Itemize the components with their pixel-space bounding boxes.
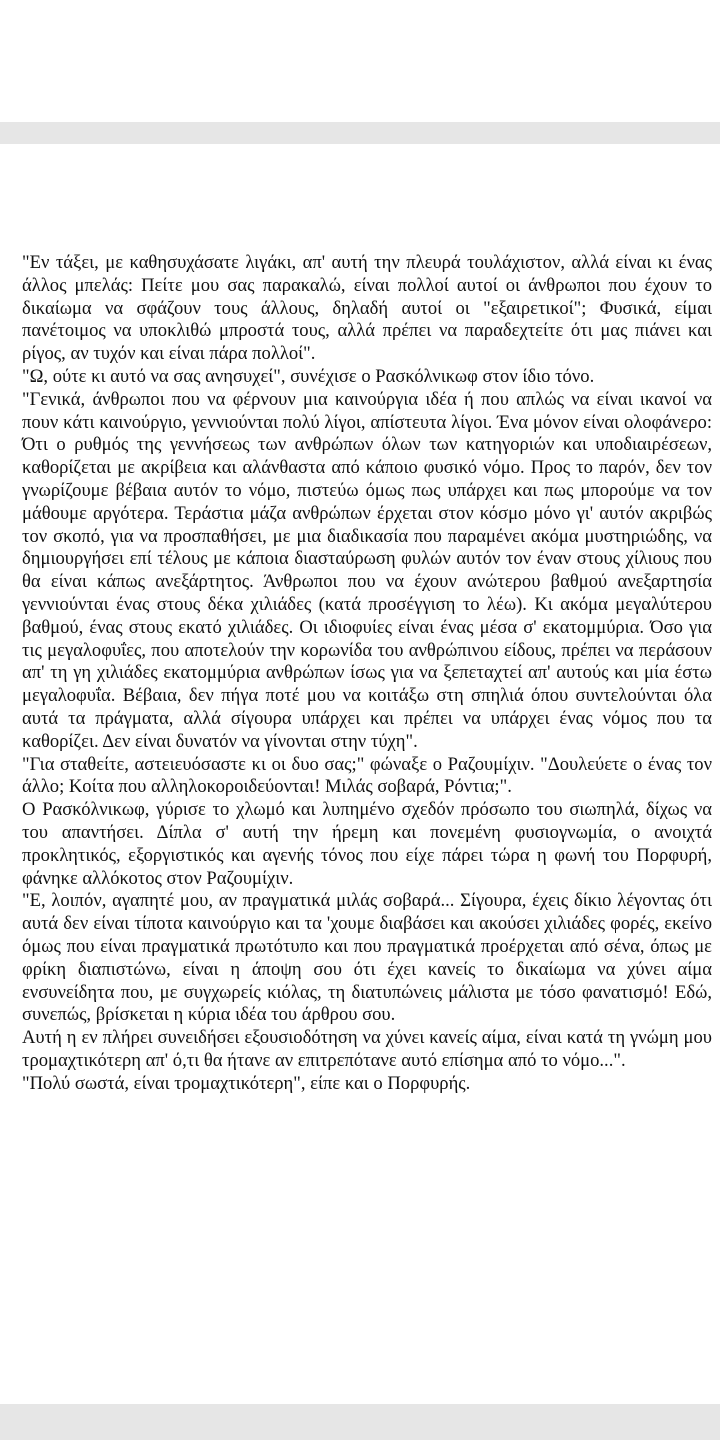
paragraph-3: "Γενικά, άνθρωποι που να φέρνουν μια καινούργια ιδέα ή που απλώς να είναι ικανοί να πουν κάτι καινούργιο, γεννιούνται πολύ λίγοι, απίστευτα λίγοι. Ένα μόνον είναι ολοφάνερο: Ότι ο ρυθμός της γεννήσεως των ανθρώπων όλων των κατηγοριών και υποδιαιρέσεων, καθορίζεται με ακρίβεια και αλάνθαστα από κάποιο φυσικό νόμο. Προς το παρόν, δεν τον γνωρίζουμε βέβαια αυτόν το νόμο, πιστεύω όμως πως υπάρχει και πως μπορούμε να τον μάθουμε αργότερα. Τεράστια μάζα ανθρώπων έρχεται στον κόσμο μόνο γι' αυτόν ακριβώς τον σκοπό, για να προσπαθήσει, με μια διαδικασία που παραμένει ακόμα μυστηριώδης, να δημιουργήσει επί τέλους με κάποια διασταύρωση φυλών αυτόν τον έναν στους χίλιους που θα είναι κάπως ανεξάρτητος. Άνθρωποι που να έχουν ανώτερου βαθμού ανεξαρτησία γεννιούνται ένας στους δέκα χιλιάδες (κατά προσέγγιση το λέω). Κι ακόμα μεγαλύτερου βαθμού, ένας στους εκατό χιλιάδες. Οι ιδιοφυίες είναι ένας μέσα σ' εκατομμύρια. Όσο για τις μεγαλοφυΐες, που αποτελούν την κορωνίδα του ανθρώπινου είδους, πρέπει να περάσουν απ' τη γη χιλιάδες εκατομμύρια ανθρώπων ίσως για να ξεπεταχτεί απ' αυτούς και μία έστω μεγαλοφυΐα. Βέβαια, δεν πήγα ποτέ μου να κοιτάξω στη σπηλιά όπου συντελούνται όλα αυτά τα πράγματα, αλλά σίγουρα υπάρχει και πρέπει να υπάρχει ένας νόμος που τα καθορίζει. Δεν είναι δυνατόν να γίνονται στην τύχη". xyxy=(22,388,712,752)
paragraph-5: Ο Ρασκόλνικωφ, γύρισε το χλωμό και λυπημένο σχεδόν πρόσωπο του σιωπηλά, δίχως να του απαντήσει. Δίπλα σ' αυτή την ήρεμη και πονεμένη φυσιογνωμία, ο ανοιχτά προκλητικός, εξοργιστικός και αγενής τόνος που είχε πάρει τώρα η φωνή του Πορφυρή, φάνηκε αλλόκοτος στον Ραζουμίχιν. xyxy=(22,799,712,889)
paragraph-1: "Εν τάξει, με καθησυχάσατε λιγάκι, απ' αυτή την πλευρά τουλάχιστον, αλλά είναι κι ένας άλλος μπελάς: Πείτε μου σας παρακαλώ, είναι πολλοί αυτοί οι άνθρωποι που έχουν το δικαίωμα να σφάζουν τους άλλους, δηλαδή αυτοί οι "εξαιρετικοί"; Φυσικά, είμαι πανέτοιμος να υποκλιθώ μπροστά τους, αλλά πρέπει να παραδεχτείτε ότι μας πιάνει και ρίγος, αν τυχόν και είναι πάρα πολλοί". xyxy=(22,252,712,365)
paragraph-6: "Ε, λοιπόν, αγαπητέ μου, αν πραγματικά μιλάς σοβαρά... Σίγουρα, έχεις δίκιο λέγοντας ότι αυτά δεν είναι τίποτα καινούργιο και τα 'χουμε διαβάσει και ακούσει χιλιάδες φορές, εκείνο όμως που είναι πραγματικά πρωτότυπο και που πραγματικά προέρχεται από σένα, όπως με φρίκη διαπιστώνω, είναι η άποψη σου ότι έχει κανείς το δικαίωμα να χύνει αίμα ενσυνείδητα που, με συγχωρείς κιόλας, τη διατυπώνεις μάλιστα με τόσο φανατισμό! Εδώ, συνεπώς, βρίσκεται η κύρια ιδέα του άρθρου σου. xyxy=(22,890,712,1026)
paragraph-7: Αυτή η εν πλήρει συνειδήσει εξουσιοδότηση να χύνει κανείς αίμα, είναι κατά τη γνώμη μου τρομαχτικότερη απ' ό,τι θα ήτανε αν επιτρεπότανε αυτό επίσημα από το νόμο...". xyxy=(22,1027,712,1071)
paragraph-2: "Ω, ούτε κι αυτό να σας ανησυχεί", συνέχισε ο Ρασκόλνικωφ στον ίδιο τόνο. xyxy=(22,365,595,387)
document-text xyxy=(22,252,712,1095)
page-separator-top xyxy=(0,122,720,144)
top-bar xyxy=(0,0,720,122)
document-page xyxy=(0,144,720,1404)
page-separator-bottom xyxy=(0,1404,720,1440)
paragraph-4: "Για σταθείτε, αστειευόσαστε κι οι δυο σας;" φώναξε ο Ραζουμίχιν. "Δουλεύετε ο ένας τον άλλο; Κοίτα που αλληλοκοροιδεύονται! Μιλάς σοβαρά, Ρόντια;". xyxy=(22,753,712,798)
paragraph-8: "Πολύ σωστά, είναι τρομαχτικότερη", είπε και ο Πορφυρής. xyxy=(22,1072,471,1094)
